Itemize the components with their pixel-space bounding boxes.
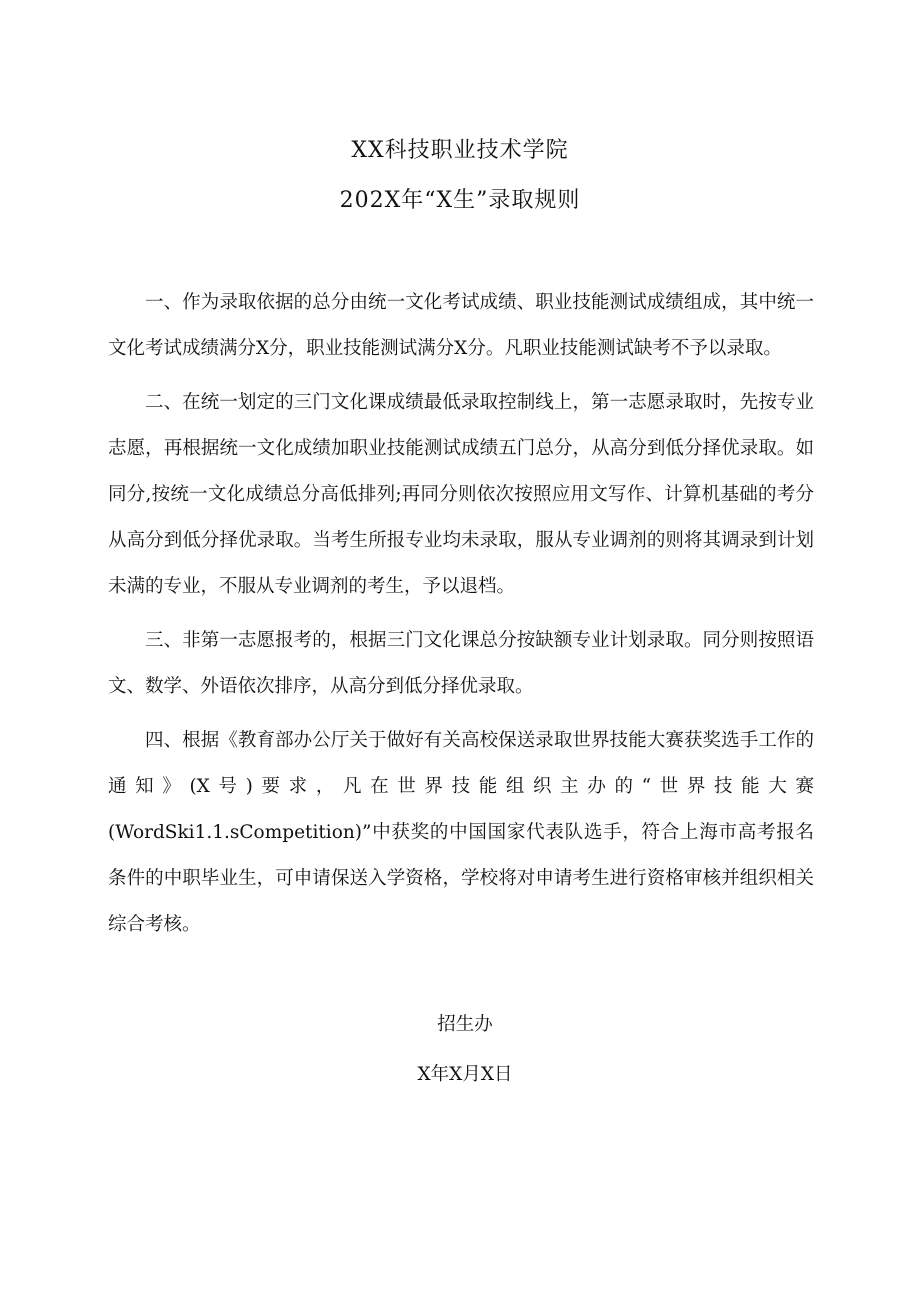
- document-body: [108, 280, 814, 956]
- paragraph-3: 三、非第一志愿报考的，根据三门文化课总分按缺额专业计划录取。同分则按照语文、数学、外语依次排序，从高分到低分择优录取。: [108, 630, 814, 697]
- document-title-institution: XX科技职业技术学院: [351, 138, 569, 163]
- signature-office: 招生办: [437, 1014, 493, 1035]
- paragraph-1: 一、作为录取依据的总分由统一文化考试成绩、职业技能测试成绩组成，其中统一文化考试成绩满分X分，职业技能测试满分X分。凡职业技能测试缺考不予以录取。: [108, 292, 814, 359]
- document-title-rules: 202X年“X生”录取规则: [339, 188, 581, 213]
- paragraph-4: 四、根据《教育部办公厅关于做好有关高校保送录取世界技能大赛获奖选手工作的通知》(X号)要求，凡在世界技能组织主办的“世界技能大赛(WordSki1.1.sCompetition)”中获奖的中国国家代表队选手，符合上海市高考报名条件的中职毕业生，可申请保送入学资格，学校将对申请考生进行资格审核并组织相关综合考核。: [108, 730, 814, 935]
- paragraph-2: 二、在统一划定的三门文化课成绩最低录取控制线上，第一志愿录取时，先按专业志愿，再根据统一文化成绩加职业技能测试成绩五门总分，从高分到低分择优录取。如同分,按统一文化成绩总分高低排列;再同分则依次按照应用文写作、计算机基础的考分从高分到低分择优录取。当考生所报专业均未录取，服从专业调剂的则将其调录到计划未满的专业，不服从专业调剂的考生，予以退档。: [108, 392, 814, 597]
- signature-date: X年X月X日: [417, 1064, 513, 1085]
